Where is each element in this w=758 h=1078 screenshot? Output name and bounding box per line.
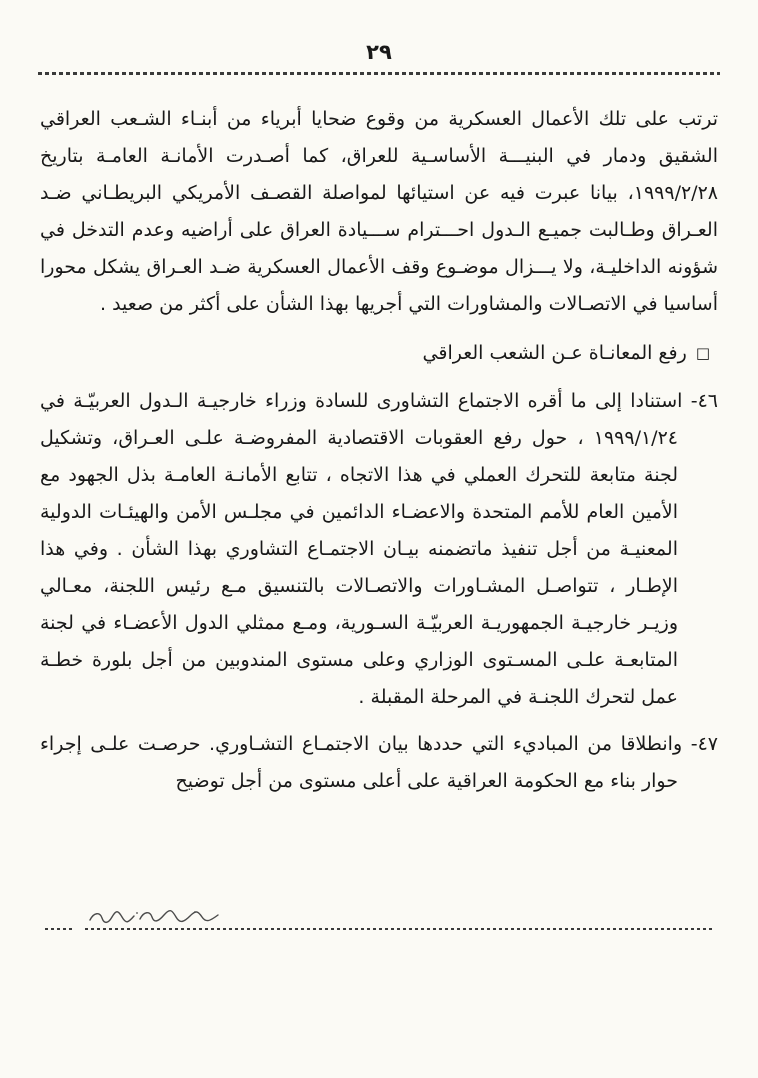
page-number: ٢٩ — [366, 40, 392, 64]
square-bullet-icon: □ — [695, 344, 710, 362]
numbered-item-46 — [40, 383, 718, 716]
item-text: استنادا إلى ما أقره الاجتماع التشاورى للسادة وزراء خارجيـة الـدول العربيّـة في ١٩٩٩/١/٢٤ ، حول رفع العقوبات الاقتصادية المفروضـة علـى العـراق، وتشكيل لجنة متابعة للتحرك العملي في هذا الاتجاه ، تتابع الأمانـة العامـة بذل الجهود مع الأمين العام للأمم المتحدة والاعضـاء الدائمين في مجلـس الأمن والهيئـات الدولية المعنيـة من أجل تنفيذ ماتضمنه بيـان الاجتمـاع التشاوري بهذا الشأن . وفي هذا الإطـار ، تتواصـل المشـاورات والاتصـالات بالتنسيق مـع رئيس اللجنة، معـالي وزيـر خارجيـة الجمهوريـة العربيّـة السـورية، ومـع ممثلي الدول الأعضـاء في لجنة المتابعـة علـى المسـتوى الوزاري وعلى مستوى المندوبين من أجل بلورة خطـة عمل لتحرك اللجنـة في المرحلة المقبلة . — [40, 390, 683, 708]
footer-divider-short — [45, 928, 75, 930]
item-text: وانطلاقا من المباديء التي حددها بيان الاجتمـاع التشـاوري. حرصـت علـى إجراء حوار بناء مع الحكومة العراقية على أعلى مستوى من أجل توضيح — [40, 733, 683, 792]
item-number: ٤٧- — [690, 733, 718, 755]
item-number: ٤٦- — [690, 390, 718, 412]
section-heading — [40, 335, 710, 373]
handwritten-mark — [88, 904, 228, 934]
numbered-item-47 — [40, 726, 718, 800]
paragraph: ترتب على تلك الأعمال العسكرية من وقوع ضحايا أبرياء من أبنـاء الشـعب العراقي الشقيق ودمار في البنيـــة الأساسـية للعراق، كما أصـدرت الأمانـة العامـة بتاريخ ١٩٩٩/٢/٢٨، بيانا عبرت فيه عن استيائها لمواصلة القصـف الأمريكي البريطـاني ضـد العـراق وطـالبت جميـع الـدول احـــترام ســـيادة العراق على أراضيه وعدم التدخل في شؤونه الداخليـة، ولا يـــزال موضـوع وقف الأعمال العسكرية ضـد العـراق يشكل محورا أساسيا في الاتصـالات والمشاورات التي أجريها بهذا الشأن على أكثر من صعيد . — [40, 108, 718, 315]
document-body — [0, 75, 758, 800]
section-heading-text: رفع المعانـاة عـن الشعب العراقي — [422, 342, 687, 364]
